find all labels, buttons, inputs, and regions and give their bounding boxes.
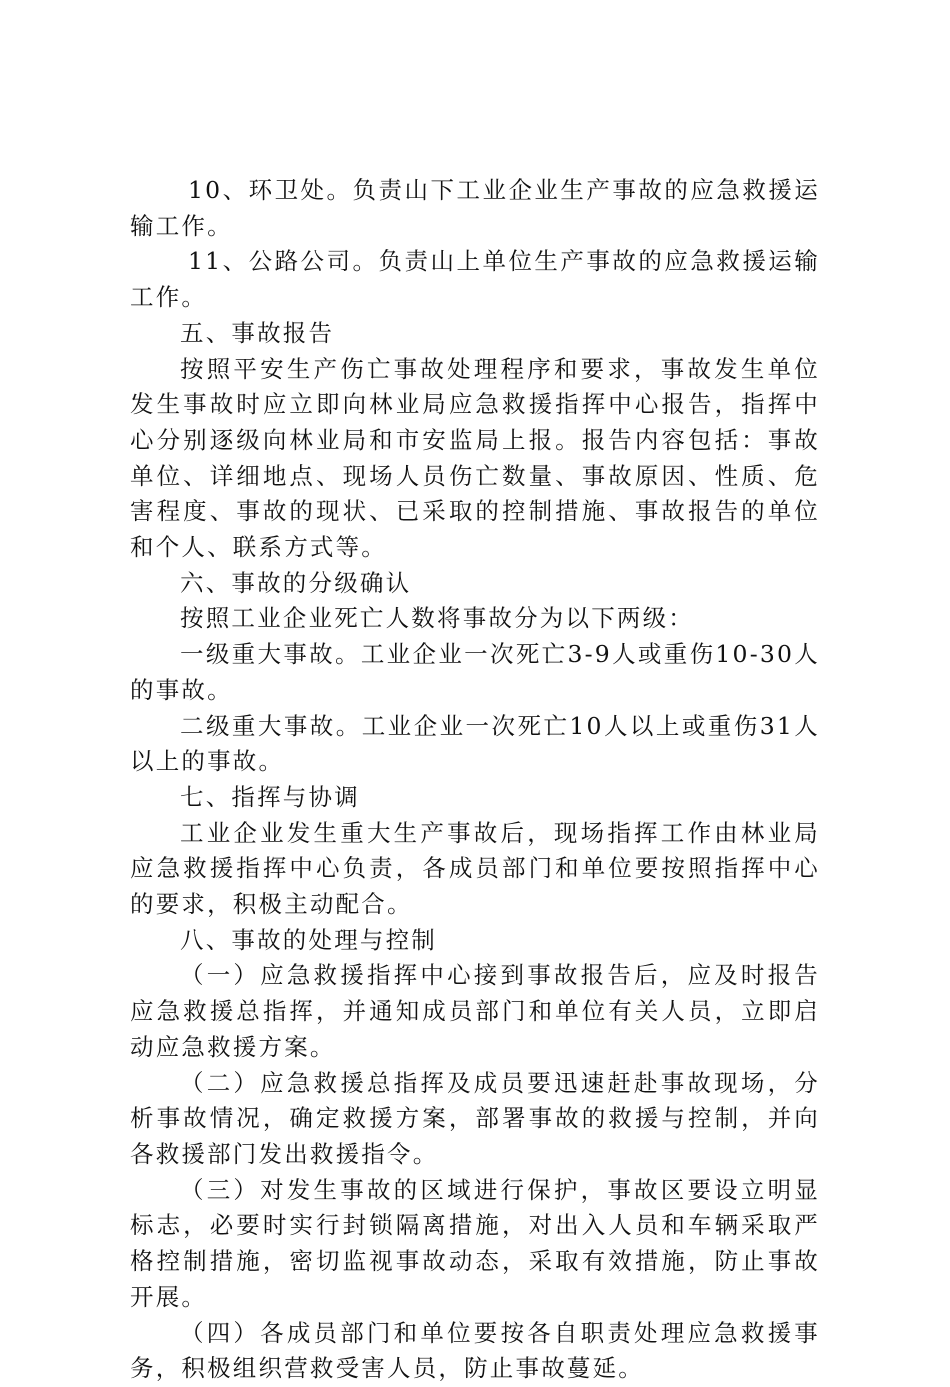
section-heading-command-coordination: 七、指挥与协调	[180, 782, 360, 811]
paragraph-highway-company: 11、公路公司。负责山上单位生产事故的应急救援运输工作。	[130, 247, 820, 312]
section-heading-accident-classification: 六、事故的分级确认	[180, 568, 412, 597]
paragraph-level-two: 二级重大事故。工业企业一次死亡10人以上或重伤31人以上的事故。	[130, 711, 820, 776]
document-body	[130, 173, 820, 1387]
paragraph-handling-item-3: （三）对发生事故的区域进行保护，事故区要设立明显标志，必要时实行封锁隔离措施，对出入人员和车辆采取严格控制措施，密切监视事故动态，采取有效措施，防止事故开展。	[130, 1175, 820, 1311]
paragraph-level-one: 一级重大事故。工业企业一次死亡3-9人或重伤10-30人的事故。	[130, 640, 820, 704]
paragraph-handling-item-4: （四）各成员部门和单位要按各自职责处理应急救援事务，积极组织营救受害人员，防止事故蔓延。	[130, 1318, 820, 1383]
paragraph-classification-intro: 按照工业企业死亡人数将事故分为以下两级：	[180, 604, 694, 633]
paragraph-handling-item-2: （二）应急救援总指挥及成员要迅速赶赴事故现场，分析事故情况，确定救援方案，部署事故的救援与控制，并向各救援部门发出救援指令。	[130, 1068, 820, 1168]
paragraph-accident-report: 按照平安生产伤亡事故处理程序和要求，事故发生单位发生事故时应立即向林业局应急救援指挥中心报告，指挥中心分别逐级向林业局和市安监局上报。报告内容包括：事故单位、详细地点、现场人员伤亡数量、事故原因、性质、危害程度、事故的现状、已采取的控制措施、事故报告的单位和个人、联系方式等。	[130, 354, 820, 562]
paragraph-sanitation-office: 10、环卫处。负责山下工业企业生产事故的应急救援运输工作。	[130, 176, 820, 240]
section-heading-handling-control: 八、事故的处理与控制	[180, 925, 437, 954]
paragraph-command-coordination: 工业企业发生重大生产事故后，现场指挥工作由林业局应急救援指挥中心负责，各成员部门和单位要按照指挥中心的要求，积极主动配合。	[130, 818, 820, 919]
paragraph-handling-item-1: （一）应急救援指挥中心接到事故报告后，应及时报告应急救援总指挥，并通知成员部门和单位有关人员，立即启动应急救援方案。	[130, 961, 820, 1061]
section-heading-accident-report: 五、事故报告	[180, 318, 335, 347]
